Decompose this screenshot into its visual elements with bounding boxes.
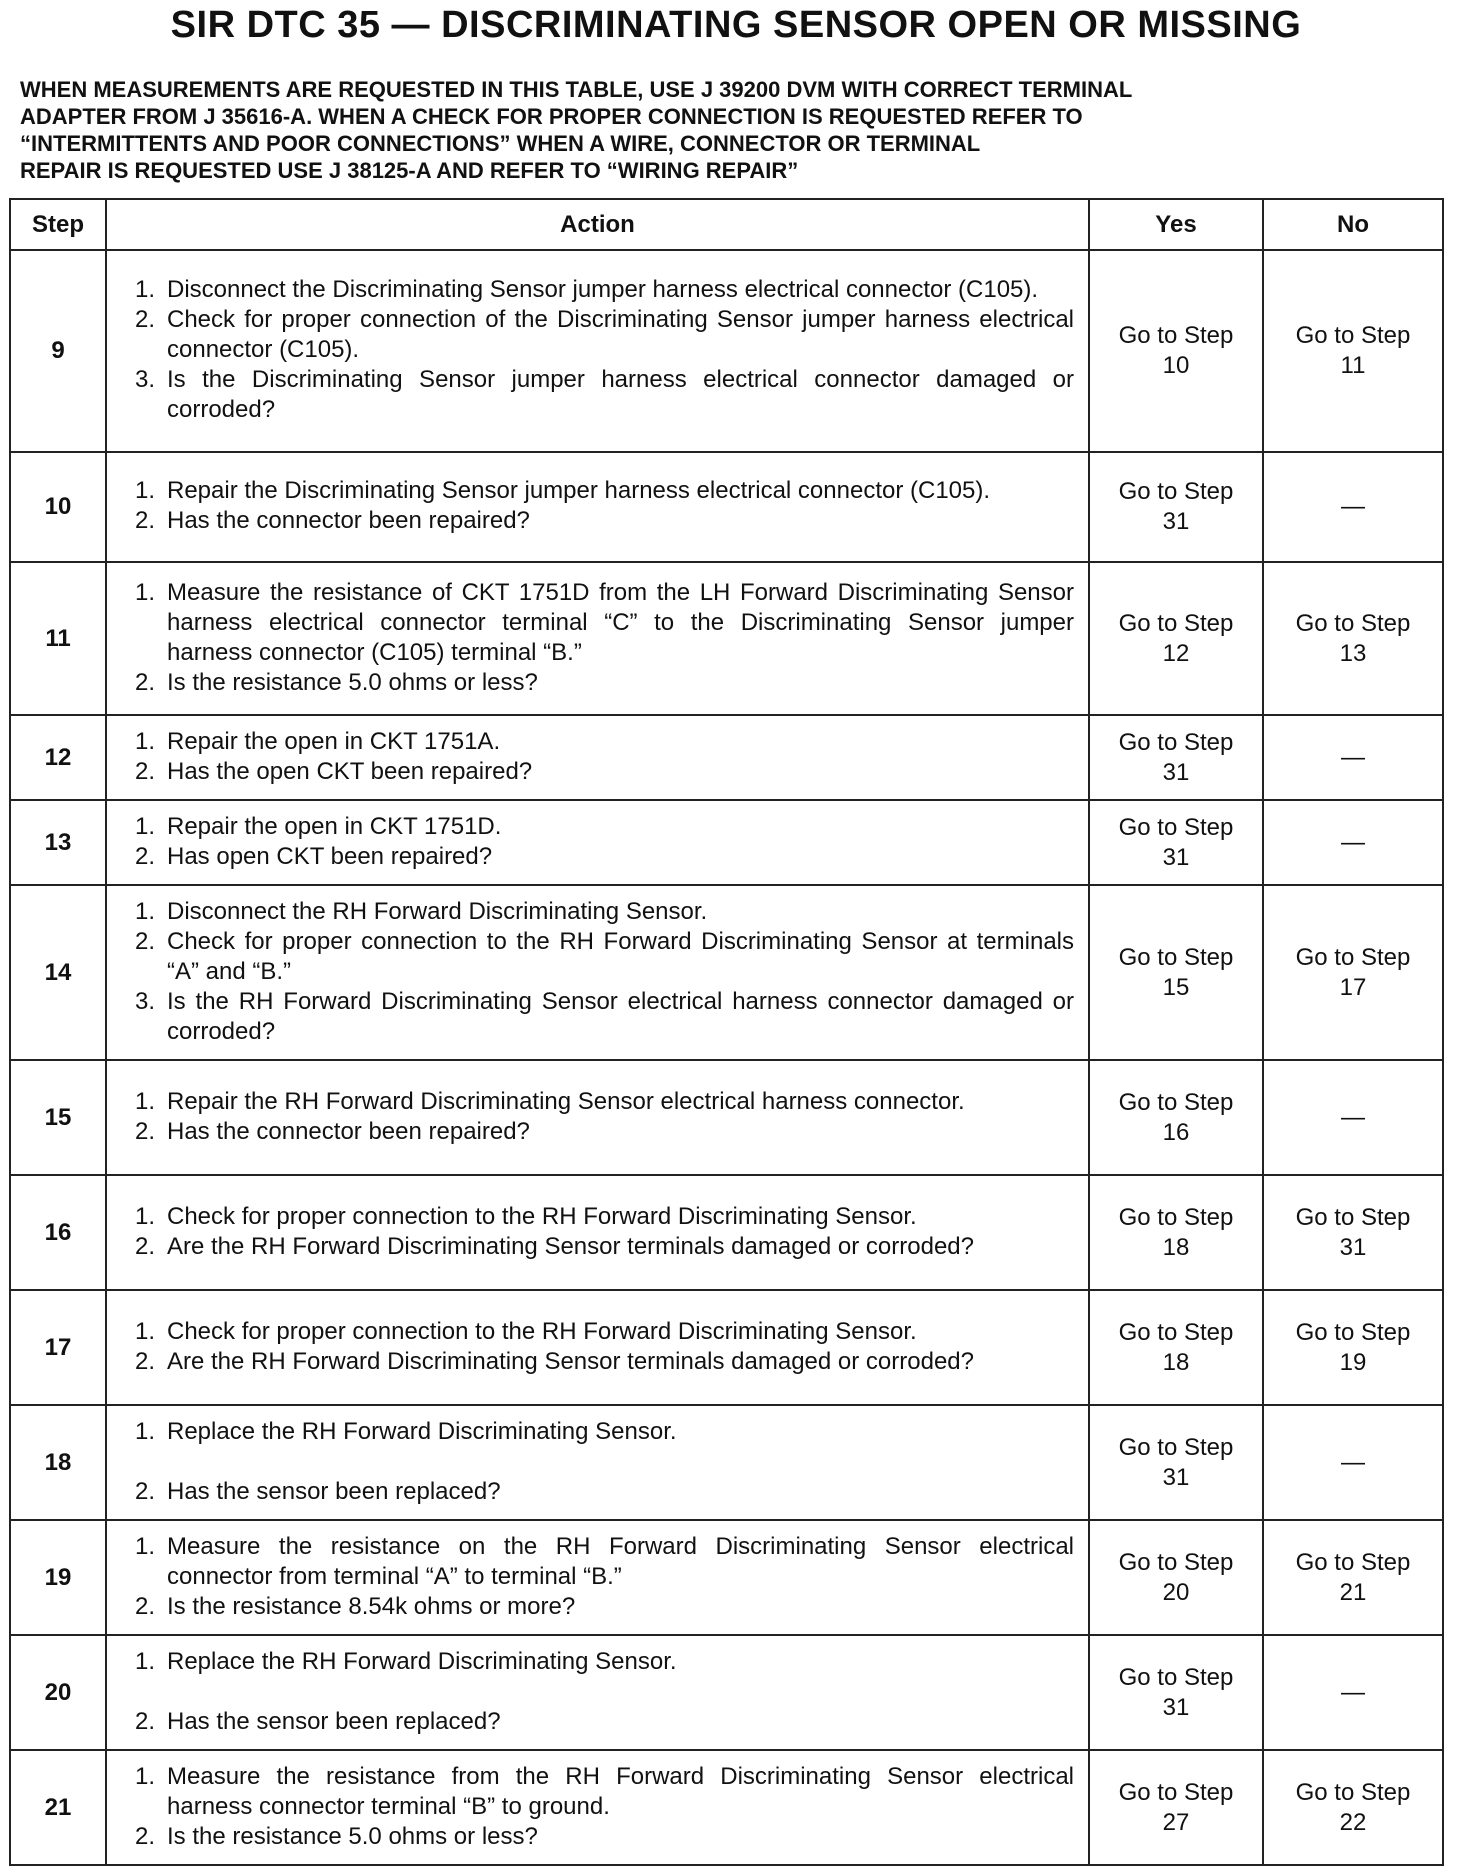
action-item xyxy=(135,1647,1074,1677)
yes-outcome-step: 31 xyxy=(1162,843,1190,871)
yes-outcome-step: 16 xyxy=(1162,1118,1190,1146)
action-item-number: 1. xyxy=(135,727,156,755)
yes-outcome-label: Go to Step xyxy=(1118,322,1234,349)
action-item xyxy=(135,668,1074,698)
action-cell xyxy=(106,885,1089,1060)
action-list xyxy=(135,476,1074,536)
action-item-number: 2. xyxy=(135,1347,156,1375)
action-item-text: Has the open CKT been repaired? xyxy=(167,757,533,785)
column-header-yes: Yes xyxy=(1089,199,1263,250)
action-item xyxy=(135,1592,1074,1622)
step-number: 13 xyxy=(10,800,106,885)
action-item xyxy=(135,1202,1074,1232)
yes-outcome-label: Go to Step xyxy=(1118,1433,1234,1461)
step-number: 15 xyxy=(10,1060,106,1175)
yes-outcome-cell xyxy=(1089,1635,1263,1750)
action-list xyxy=(135,727,1074,787)
action-list xyxy=(135,1202,1074,1262)
action-cell xyxy=(106,800,1089,885)
yes-outcome-cell xyxy=(1089,1290,1263,1405)
action-item xyxy=(135,1477,1074,1507)
yes-outcome-step: 31 xyxy=(1162,508,1190,535)
action-item xyxy=(135,1707,1074,1737)
action-item xyxy=(135,727,1074,757)
no-outcome-step: 11 xyxy=(1340,352,1366,379)
table-row xyxy=(10,250,1443,452)
no-outcome-label: — xyxy=(1341,493,1365,520)
action-item xyxy=(135,987,1074,1047)
action-item-text: Repair the RH Forward Discriminating Sensor electrical harness connector. xyxy=(167,1087,965,1115)
column-header-action: Action xyxy=(106,199,1089,250)
no-outcome-cell xyxy=(1263,452,1443,562)
yes-outcome-cell xyxy=(1089,885,1263,1060)
no-outcome-cell xyxy=(1263,885,1443,1060)
action-item xyxy=(135,812,1074,842)
action-item-number: 2. xyxy=(135,668,156,696)
column-header-step: Step xyxy=(10,199,106,250)
action-list xyxy=(135,1532,1074,1622)
yes-outcome-label: Go to Step xyxy=(1118,609,1234,637)
action-cell xyxy=(106,1750,1089,1865)
action-item-text: Has the connector been repaired? xyxy=(167,1117,530,1145)
action-item-number: 3. xyxy=(135,366,156,393)
action-item xyxy=(135,1822,1074,1852)
action-list xyxy=(135,1417,1074,1507)
action-item-number: 1. xyxy=(135,1087,156,1115)
action-item-number: 1. xyxy=(135,1647,156,1675)
yes-outcome-label: Go to Step xyxy=(1118,478,1234,505)
yes-outcome-step: 31 xyxy=(1162,1463,1190,1491)
instructions-line: “INTERMITTENTS AND POOR CONNECTIONS” WHEN A WIRE, CONNECTOR OR TERMINAL xyxy=(20,131,981,156)
yes-outcome-step: 20 xyxy=(1162,1578,1190,1606)
step-number: 19 xyxy=(10,1520,106,1635)
step-number: 21 xyxy=(10,1750,106,1865)
yes-outcome-step: 31 xyxy=(1162,1693,1190,1721)
action-item-text: Are the RH Forward Discriminating Sensor terminals damaged or corroded? xyxy=(167,1232,974,1260)
action-cell xyxy=(106,1175,1089,1290)
action-item-text: Measure the resistance on the RH Forward Discriminating Sensor electrical connector from terminal “A” to terminal “B.” xyxy=(167,1532,1074,1590)
yes-outcome-cell xyxy=(1089,1060,1263,1175)
action-item-text: Repair the Discriminating Sensor jumper harness electrical connector (C105). xyxy=(167,477,991,504)
action-list xyxy=(135,1762,1074,1852)
action-item-text: Disconnect the Discriminating Sensor jumper harness electrical connector (C105). xyxy=(167,276,1039,303)
diagnostic-table xyxy=(9,198,1444,1866)
no-outcome-label: Go to Step xyxy=(1295,1203,1411,1231)
no-outcome-cell xyxy=(1263,1290,1443,1405)
action-item-number: 1. xyxy=(135,578,156,606)
yes-outcome-cell xyxy=(1089,1405,1263,1520)
yes-outcome-step: 27 xyxy=(1162,1808,1190,1836)
column-header-no: No xyxy=(1263,199,1443,250)
no-outcome-cell xyxy=(1263,800,1443,885)
action-item-text: Check for proper connection to the RH Forward Discriminating Sensor at terminals “A” and “B.” xyxy=(167,927,1074,985)
action-item xyxy=(135,1317,1074,1347)
no-outcome-step: 21 xyxy=(1339,1578,1367,1606)
yes-outcome-cell xyxy=(1089,1175,1263,1290)
no-outcome-cell xyxy=(1263,715,1443,800)
no-outcome-label: Go to Step xyxy=(1295,1318,1411,1346)
step-number: 16 xyxy=(10,1175,106,1290)
action-item-text: Repair the open in CKT 1751D. xyxy=(167,812,502,840)
instructions-line: ADAPTER FROM J 35616-A. WHEN A CHECK FOR PROPER CONNECTION IS REQUESTED REFER TO xyxy=(20,104,1083,129)
step-number: 12 xyxy=(10,715,106,800)
action-item-number: 2. xyxy=(135,842,156,870)
action-item-number: 1. xyxy=(135,897,156,925)
action-item xyxy=(135,927,1074,987)
action-item-number: 1. xyxy=(135,1417,156,1445)
no-outcome-label: — xyxy=(1341,1103,1365,1131)
action-item-text: Check for proper connection of the Discriminating Sensor jumper harness electrical connector (C105). xyxy=(167,306,1074,363)
action-item xyxy=(135,506,1074,536)
action-item-text: Measure the resistance from the RH Forward Discriminating Sensor electrical harness connector terminal “B” to ground. xyxy=(167,1762,1074,1820)
instructions-line: REPAIR IS REQUESTED USE J 38125-A AND REFER TO “WIRING REPAIR” xyxy=(20,158,799,183)
no-outcome-step: 22 xyxy=(1339,1808,1367,1836)
no-outcome-cell xyxy=(1263,1635,1443,1750)
action-list xyxy=(135,1317,1074,1377)
action-item xyxy=(135,1762,1074,1822)
action-cell xyxy=(106,452,1089,562)
no-outcome-label: — xyxy=(1341,828,1365,856)
action-item-text: Is the resistance 8.54k ohms or more? xyxy=(167,1592,576,1620)
action-item xyxy=(135,476,1074,506)
action-list xyxy=(135,897,1074,1047)
action-cell xyxy=(106,1060,1089,1175)
step-number: 14 xyxy=(10,885,106,1060)
action-item xyxy=(135,1347,1074,1377)
action-item-number: 3. xyxy=(135,987,156,1015)
table-row xyxy=(10,1750,1443,1865)
action-item xyxy=(135,842,1074,872)
page-title: SIR DTC 35 — DISCRIMINATING SENSOR OPEN OR MISSING xyxy=(170,4,1302,46)
yes-outcome-cell xyxy=(1089,562,1263,715)
action-item-number: 2. xyxy=(135,1477,156,1505)
action-item-number: 1. xyxy=(135,1762,156,1790)
yes-outcome-step: 18 xyxy=(1162,1233,1190,1261)
table-row xyxy=(10,452,1443,562)
table-header-row xyxy=(10,199,1443,250)
yes-outcome-label: Go to Step xyxy=(1118,1318,1234,1346)
action-item-number: 2. xyxy=(135,757,156,785)
action-item xyxy=(135,305,1074,365)
action-list xyxy=(135,1647,1074,1737)
action-list xyxy=(135,812,1074,872)
table-row xyxy=(10,800,1443,885)
action-cell xyxy=(106,715,1089,800)
no-outcome-step: 19 xyxy=(1339,1348,1367,1376)
action-item-number: 2. xyxy=(135,306,156,333)
yes-outcome-step: 15 xyxy=(1162,973,1190,1001)
step-number: 11 xyxy=(10,562,106,715)
action-cell xyxy=(106,250,1089,452)
table-body xyxy=(10,250,1443,1865)
table-row xyxy=(10,885,1443,1060)
action-item xyxy=(135,757,1074,787)
no-outcome-cell xyxy=(1263,562,1443,715)
yes-outcome-cell xyxy=(1089,715,1263,800)
action-item-number: 2. xyxy=(135,507,156,534)
table-row xyxy=(10,715,1443,800)
action-item-number: 1. xyxy=(135,812,156,840)
step-number: 18 xyxy=(10,1405,106,1520)
action-list xyxy=(135,275,1074,425)
no-outcome-cell xyxy=(1263,1175,1443,1290)
action-item xyxy=(135,1232,1074,1262)
table-row xyxy=(10,562,1443,715)
action-item-text: Measure the resistance of CKT 1751D from the LH Forward Discriminating Sensor harness electrical connector terminal “C” to the Discriminating Sensor jumper harness connector (C105) terminal “B.” xyxy=(167,578,1074,666)
no-outcome-cell xyxy=(1263,1750,1443,1865)
action-item-number: 1. xyxy=(135,477,156,504)
action-list xyxy=(135,578,1074,698)
yes-outcome-step: 12 xyxy=(1162,639,1190,667)
yes-outcome-cell xyxy=(1089,250,1263,452)
action-item-text: Has the sensor been replaced? xyxy=(167,1707,501,1735)
action-cell xyxy=(106,562,1089,715)
step-number: 20 xyxy=(10,1635,106,1750)
action-item-text: Check for proper connection to the RH Forward Discriminating Sensor. xyxy=(167,1317,917,1345)
action-item xyxy=(135,578,1074,668)
action-item-number: 2. xyxy=(135,1117,156,1145)
no-outcome-label: — xyxy=(1341,743,1365,771)
action-item xyxy=(135,1087,1074,1117)
no-outcome-label: Go to Step xyxy=(1295,609,1411,637)
table-row xyxy=(10,1405,1443,1520)
action-item-text: Has the sensor been replaced? xyxy=(167,1477,501,1505)
action-item-text: Are the RH Forward Discriminating Sensor terminals damaged or corroded? xyxy=(167,1347,974,1375)
no-outcome-label: Go to Step xyxy=(1295,322,1411,349)
action-item-text: Is the resistance 5.0 ohms or less? xyxy=(167,668,538,696)
no-outcome-label: Go to Step xyxy=(1295,1778,1411,1806)
table-row xyxy=(10,1175,1443,1290)
action-cell xyxy=(106,1290,1089,1405)
yes-outcome-label: Go to Step xyxy=(1118,1548,1234,1576)
action-item-text: Has open CKT been repaired? xyxy=(167,842,493,870)
no-outcome-label: — xyxy=(1341,1448,1365,1476)
yes-outcome-label: Go to Step xyxy=(1118,813,1234,841)
no-outcome-step: 31 xyxy=(1339,1233,1367,1261)
step-number: 17 xyxy=(10,1290,106,1405)
action-item-number: 2. xyxy=(135,1232,156,1260)
instructions-line: WHEN MEASUREMENTS ARE REQUESTED IN THIS TABLE, USE J 39200 DVM WITH CORRECT TERMINAL xyxy=(20,77,1133,102)
no-outcome-step: 13 xyxy=(1339,639,1367,667)
yes-outcome-cell xyxy=(1089,1750,1263,1865)
no-outcome-label: Go to Step xyxy=(1295,943,1411,971)
action-item-text: Has the connector been repaired? xyxy=(167,507,530,534)
action-cell xyxy=(106,1405,1089,1520)
instructions-paragraph xyxy=(20,76,1440,184)
yes-outcome-label: Go to Step xyxy=(1118,943,1234,971)
step-number: 9 xyxy=(10,250,106,452)
yes-outcome-step: 10 xyxy=(1162,352,1190,379)
action-cell xyxy=(106,1635,1089,1750)
action-item xyxy=(135,365,1074,425)
yes-outcome-cell xyxy=(1089,800,1263,885)
yes-outcome-label: Go to Step xyxy=(1118,1663,1234,1691)
action-item-text: Check for proper connection to the RH Forward Discriminating Sensor. xyxy=(167,1202,917,1230)
action-item-number: 1. xyxy=(135,276,156,303)
yes-outcome-step: 31 xyxy=(1162,758,1190,786)
yes-outcome-step: 18 xyxy=(1162,1348,1190,1376)
action-item xyxy=(135,1417,1074,1447)
action-item-text: Disconnect the RH Forward Discriminating Sensor. xyxy=(167,897,708,925)
action-cell xyxy=(106,1520,1089,1635)
action-item-number: 2. xyxy=(135,1707,156,1735)
yes-outcome-cell xyxy=(1089,452,1263,562)
action-item xyxy=(135,1117,1074,1147)
action-item xyxy=(135,275,1074,305)
no-outcome-cell xyxy=(1263,1405,1443,1520)
action-item xyxy=(135,897,1074,927)
step-number: 10 xyxy=(10,452,106,562)
yes-outcome-label: Go to Step xyxy=(1118,1778,1234,1806)
no-outcome-cell xyxy=(1263,1520,1443,1635)
action-item xyxy=(135,1532,1074,1592)
no-outcome-label: — xyxy=(1341,1678,1365,1706)
table-row xyxy=(10,1060,1443,1175)
yes-outcome-cell xyxy=(1089,1520,1263,1635)
no-outcome-label: Go to Step xyxy=(1295,1548,1411,1576)
no-outcome-cell xyxy=(1263,250,1443,452)
table-row xyxy=(10,1635,1443,1750)
action-list xyxy=(135,1087,1074,1147)
table-row xyxy=(10,1290,1443,1405)
action-item-text: Is the Discriminating Sensor jumper harness electrical connector damaged or corroded? xyxy=(167,366,1074,423)
yes-outcome-label: Go to Step xyxy=(1118,1203,1234,1231)
action-item-number: 2. xyxy=(135,927,156,955)
table-row xyxy=(10,1520,1443,1635)
action-item-number: 1. xyxy=(135,1532,156,1560)
action-item-text: Repair the open in CKT 1751A. xyxy=(167,727,501,755)
action-item-number: 2. xyxy=(135,1592,156,1620)
action-item-text: Is the resistance 5.0 ohms or less? xyxy=(167,1822,538,1850)
action-item-number: 1. xyxy=(135,1317,156,1345)
action-item-number: 2. xyxy=(135,1822,156,1850)
yes-outcome-label: Go to Step xyxy=(1118,728,1234,756)
no-outcome-step: 17 xyxy=(1339,973,1367,1001)
action-item-text: Replace the RH Forward Discriminating Sensor. xyxy=(167,1647,677,1675)
action-item-number: 1. xyxy=(135,1202,156,1230)
action-item-text: Is the RH Forward Discriminating Sensor electrical harness connector damaged or corroded? xyxy=(167,987,1074,1045)
action-item-text: Replace the RH Forward Discriminating Sensor. xyxy=(167,1417,677,1445)
yes-outcome-label: Go to Step xyxy=(1118,1088,1234,1116)
no-outcome-cell xyxy=(1263,1060,1443,1175)
